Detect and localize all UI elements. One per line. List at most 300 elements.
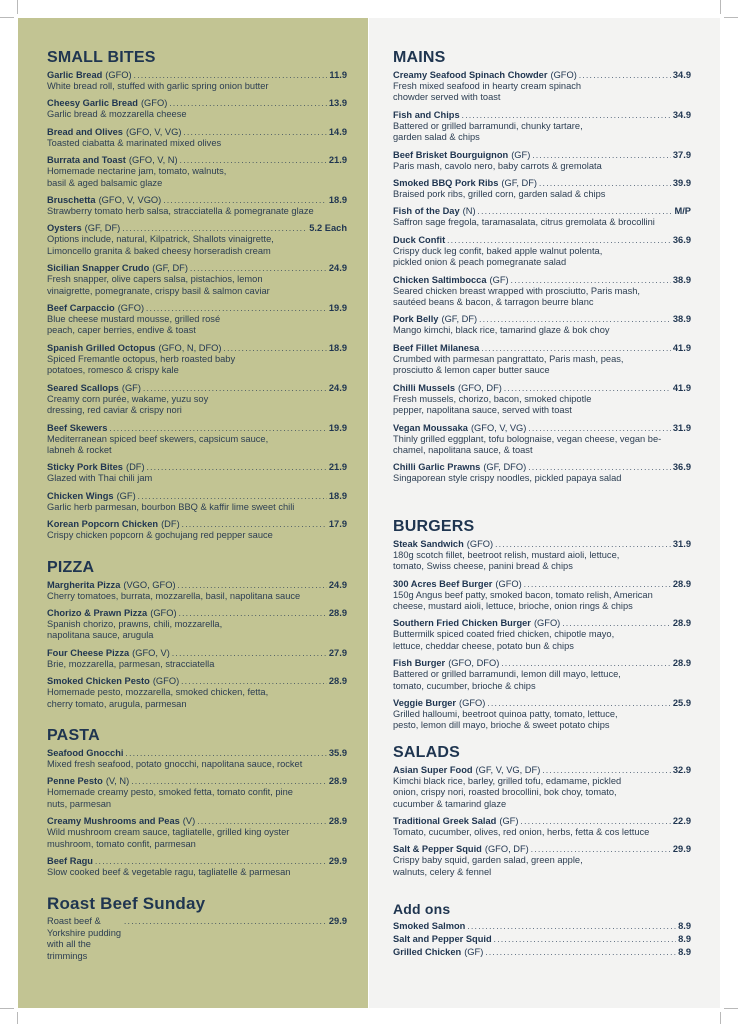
item-dietary-tags: (N) [462, 206, 476, 217]
section-title: Add ons [393, 901, 451, 918]
item-description: Spiced Fremantle octopus, herb roasted baby potatoes, romesco & crispy kale [47, 353, 236, 376]
item-price: 41.9 [672, 342, 691, 353]
item-price: 32.9 [672, 764, 691, 775]
leader-dots [579, 70, 671, 81]
leader-dots [181, 676, 327, 687]
crop-mark [724, 17, 738, 18]
leader-dots [539, 178, 671, 189]
item-name: Beef Fillet Milanesa [393, 342, 480, 353]
menu-item [47, 748, 347, 770]
menu-item-row [47, 580, 347, 591]
item-dietary-tags: (GFO) [495, 578, 522, 589]
leader-dots [178, 580, 327, 591]
item-description: Mixed fresh seafood, potato gnocchi, napolitana sauce, rocket [47, 758, 303, 769]
item-description: Crispy duck leg confit, baked apple walnut polenta, pickled onion & peach pomegranate salad [393, 245, 603, 268]
leader-dots [524, 579, 671, 590]
item-name: Asian Super Food [393, 764, 473, 775]
section-title: SALADS [393, 743, 460, 761]
burgers-section [393, 518, 691, 732]
item-description: Blue cheese mustard mousse, grilled rosé peach, caper berries, endive & toast [47, 314, 221, 336]
menu-item-row [47, 263, 347, 274]
item-description: Options include, natural, Kilpatrick, Shallots vinaigrette, Limoncello granita & baked cheesy horseradish cream [47, 234, 274, 256]
item-price: M/P [674, 206, 691, 217]
item-name: Cheesy Garlic Bread [47, 98, 138, 109]
item-description: Battered or grilled barramundi, lemon dill mayo, lettuce, tomato, cucumber, brioche & chips [393, 669, 621, 691]
menu-item-row [393, 423, 691, 434]
menu-item-row [47, 519, 347, 530]
leader-dots [134, 70, 328, 81]
leader-dots [183, 127, 326, 138]
item-dietary-tags: (GFO) [550, 70, 577, 80]
item-description: Glazed with Thai chili jam [47, 473, 153, 484]
menu-item-row [47, 608, 347, 619]
item-dietary-tags: (GF, DF) [501, 178, 538, 189]
menu-item [393, 934, 691, 945]
crop-mark [720, 1012, 721, 1024]
leader-dots [146, 303, 327, 314]
menu-item [47, 423, 347, 457]
item-name: Creamy Seafood Spinach Chowder [393, 70, 548, 80]
item-dietary-tags: (GFO) [150, 607, 177, 618]
item-description: Garlic bread & mozzarella cheese [47, 109, 187, 120]
item-price: 29.9 [328, 856, 347, 866]
item-name: Sticky Pork Bites [47, 462, 123, 473]
item-price: 24.9 [328, 579, 347, 590]
item-price: 28.9 [328, 816, 347, 827]
menu-item-row [47, 343, 347, 354]
item-price: 18.9 [328, 195, 347, 206]
menu-item [393, 235, 691, 269]
menu-item [47, 816, 347, 850]
item-price: 28.9 [672, 658, 691, 669]
menu-item [393, 947, 691, 958]
leader-dots [520, 816, 670, 827]
leader-dots [542, 765, 671, 776]
item-dietary-tags: (GFO, V) [132, 647, 170, 658]
item-dietary-tags: (GFO, N, DFO) [158, 342, 222, 353]
item-price: 18.9 [328, 490, 347, 501]
section-title: BURGERS [393, 517, 475, 535]
item-description: Crumbed with parmesan pangrattato, Paris mash, peas, prosciutto & lemon caper butter sauce [393, 353, 624, 376]
menu-item [47, 776, 347, 810]
menu-item [47, 519, 347, 541]
leader-dots [182, 519, 327, 530]
item-dietary-tags: (GF) [464, 947, 484, 958]
menu-item [393, 314, 691, 336]
item-description: Wild mushroom cream sauce, tagliatelle, grilled king oyster mushroom, tomato confit, parmesan [47, 827, 290, 849]
item-dietary-tags: (DF) [125, 462, 145, 473]
item-description: 180g scotch fillet, beetroot relish, mustard aioli, lettuce, tomato, Swiss cheese, panini bread & chips [393, 549, 620, 572]
menu-item [47, 303, 347, 337]
item-description: Tomato, cucumber, olives, red onion, herbs, fetta & cos lettuce [393, 827, 650, 837]
roast-section [47, 895, 347, 962]
item-name: Grilled Chicken [393, 947, 462, 958]
menu-item [47, 462, 347, 484]
menu-item [47, 608, 347, 642]
item-description: Mediterranean spiced beef skewers, capsicum sauce, labneh & rocket [47, 433, 269, 455]
leader-dots [481, 343, 671, 354]
menu-item-row [393, 658, 691, 669]
item-dietary-tags: (VGO, GFO) [123, 579, 176, 590]
item-name: Smoked BBQ Pork Ribs [393, 178, 499, 189]
item-name: Sicilian Snapper Crudo [47, 263, 150, 274]
leader-dots [487, 698, 671, 709]
item-name: Vegan Moussaka [393, 422, 468, 433]
crop-mark [17, 1012, 18, 1024]
menu-item-row [393, 275, 691, 286]
menu-item-list [393, 539, 691, 732]
menu-item [47, 491, 347, 513]
crop-mark [0, 17, 14, 18]
menu-item [393, 110, 691, 144]
item-name: Korean Popcorn Chicken [47, 519, 159, 530]
item-price: 38.9 [672, 274, 691, 285]
menu-item-row [47, 676, 347, 687]
leader-dots [467, 921, 676, 932]
menu-item [47, 98, 347, 120]
leader-dots [95, 856, 327, 867]
item-description: Mango kimchi, black rice, tamarind glaze & bok choy [393, 325, 610, 336]
leader-dots [122, 223, 307, 234]
menu-item [47, 263, 347, 297]
item-dietary-tags: (GF, DFO) [483, 462, 527, 473]
menu-item [47, 195, 347, 217]
menu-item-row [393, 314, 691, 325]
right-column [393, 49, 691, 960]
item-description: Homemade pesto, mozzarella, smoked chicken, fetta, cherry tomato, arugula, parmesan [47, 687, 269, 709]
menu-item-row [47, 223, 347, 234]
menu-item-row [47, 462, 347, 473]
item-price: 14.9 [328, 126, 347, 137]
menu-item-row [47, 648, 347, 659]
leader-dots [169, 98, 327, 109]
menu-item [47, 155, 347, 189]
item-name: Margherita Pizza [47, 579, 121, 590]
leader-dots [131, 776, 327, 787]
item-description: Battered or grilled barramundi, chunky tartare, garden salad & chips [393, 120, 583, 143]
item-name: Beef Ragu [47, 856, 93, 866]
leader-dots [172, 648, 327, 659]
item-description: Thinly grilled eggplant, tofu bolognaise, vegan cheese, vegan be- chamel, napolitana sauce, & toast [393, 433, 662, 455]
item-name: Beef Brisket Bourguignon [393, 149, 509, 160]
item-description: Garlic herb parmesan, bourbon BBQ & kaffir lime sweet chili [47, 501, 295, 512]
crop-mark [17, 0, 18, 14]
menu-item [393, 618, 691, 652]
item-description: Creamy corn purée, wakame, yuzu soy dressing, red caviar & crispy nori [47, 393, 209, 416]
item-description: Grilled halloumi, beetroot quinoa patty, tomato, lettuce, pesto, lemon dill mayo, brioche & sweet potato chips [393, 708, 618, 731]
item-price: 18.9 [328, 342, 347, 353]
item-dietary-tags: (GFO) [459, 697, 486, 708]
menu-item [393, 343, 691, 377]
leader-dots [447, 235, 671, 246]
item-price: 28.9 [328, 607, 347, 618]
menu-item [47, 343, 347, 377]
item-description: Buttermilk spiced coated fried chicken, chipotle mayo, lettuce, cheddar cheese, potato bun & chips [393, 629, 615, 651]
leader-dots [528, 423, 671, 434]
item-price: 17.9 [328, 519, 347, 530]
item-description: Homemade creamy pesto, smoked fetta, tomato confit, pine nuts, parmesan [47, 787, 293, 809]
menu-item-row [47, 423, 347, 434]
leader-dots [478, 206, 673, 217]
menu-item-row [393, 343, 691, 354]
menu-item-row [393, 934, 691, 945]
item-price: 37.9 [672, 149, 691, 160]
item-price: 5.2 Each [309, 223, 347, 234]
item-price: 8.9 [678, 934, 691, 945]
item-price: 19.9 [328, 422, 347, 433]
menu-item [393, 844, 691, 878]
item-description: Toasted ciabatta & marinated mixed olives [47, 137, 222, 148]
item-description: Saffron sage fregola, taramasalata, citrus gremolata & brocollini [393, 217, 655, 228]
crop-mark [724, 1008, 738, 1009]
roast-desc: Roast beef & Yorkshire pudding with all the trimmings [47, 916, 122, 961]
item-name: Smoked Salmon [393, 921, 466, 932]
item-description: Crispy chicken popcorn & gochujang red pepper sauce [47, 530, 273, 541]
item-price: 39.9 [672, 178, 691, 189]
item-price: 36.9 [672, 234, 691, 245]
item-price: 22.9 [672, 816, 691, 826]
item-price: 41.9 [672, 382, 691, 393]
item-name: Creamy Mushrooms and Peas [47, 816, 180, 827]
menu-item [393, 70, 691, 104]
item-name: Beef Skewers [47, 422, 108, 433]
menu-item [393, 658, 691, 692]
item-name: Pork Belly [393, 314, 439, 325]
item-price: 28.9 [672, 618, 691, 629]
menu-item [393, 275, 691, 309]
menu-item [47, 70, 347, 92]
item-name: Chilli Garlic Prawns [393, 462, 481, 473]
menu-item-row [47, 70, 347, 81]
item-price: 31.9 [672, 538, 691, 549]
item-name: Fish Burger [393, 658, 446, 669]
item-dietary-tags: (GFO, V, VGO) [98, 195, 162, 206]
section-title: PIZZA [47, 558, 95, 576]
leader-dots [179, 608, 327, 619]
menu-item [47, 223, 347, 257]
item-name: Garlic Bread [47, 70, 103, 80]
item-dietary-tags: (GFO) [533, 618, 561, 629]
item-name: Steak Sandwich [393, 538, 464, 549]
item-dietary-tags: (GFO, V, VG) [125, 126, 182, 137]
item-name: Bread and Olives [47, 126, 123, 137]
leader-dots [494, 934, 676, 945]
item-name: Veggie Burger [393, 697, 457, 708]
menu-item-row [393, 816, 691, 827]
menu-item-row [393, 70, 691, 81]
left-column [47, 49, 347, 962]
leader-dots [224, 343, 327, 354]
menu-item [393, 698, 691, 732]
item-description: Singaporean style crispy noodles, pickled papaya salad [393, 473, 622, 484]
menu-item-row [393, 698, 691, 709]
menu-item-row [47, 776, 347, 787]
item-dietary-tags: (GF) [511, 149, 531, 160]
item-price: 27.9 [328, 647, 347, 658]
crop-mark [0, 1008, 14, 1009]
menu-item-row [393, 765, 691, 776]
addons-section [393, 900, 691, 958]
leader-dots [138, 491, 327, 502]
menu-item [47, 383, 347, 417]
leader-dots [190, 263, 327, 274]
menu-item [393, 178, 691, 200]
leader-dots [124, 916, 327, 927]
item-description: Slow cooked beef & vegetable ragu, tagliatelle & parmesan [47, 867, 291, 877]
menu-item-row [393, 383, 691, 394]
leader-dots [528, 462, 671, 473]
menu-item-row [47, 383, 347, 394]
item-description: Kimchi black rice, barley, grilled tofu, edamame, pickled onion, crispy nori, roasted brocollini, bok choy, tomato, cucumber & tamarind glaze [393, 775, 622, 809]
item-price: 21.9 [328, 155, 347, 166]
item-description: Braised pork ribs, grilled corn, garden salad & chips [393, 189, 606, 200]
item-name: Chicken Wings [47, 490, 114, 501]
item-description: White bread roll, stuffed with garlic spring onion butter [47, 81, 269, 91]
item-price: 24.9 [328, 263, 347, 274]
item-price: 25.9 [672, 697, 691, 708]
menu-item-row [393, 206, 691, 217]
menu-item-row [393, 844, 691, 855]
item-name: Chilli Mussels [393, 382, 455, 393]
item-name: Southern Fried Chicken Burger [393, 618, 531, 629]
pizza-section [47, 559, 347, 710]
leader-dots [109, 423, 326, 434]
item-name: Salt and Pepper Squid [393, 934, 492, 945]
item-price: 34.9 [672, 70, 691, 80]
item-dietary-tags: (GFO, DFO) [448, 658, 500, 669]
item-dietary-tags: (GFO) [140, 98, 168, 109]
item-dietary-tags: (GF, DF) [441, 314, 478, 325]
item-dietary-tags: (GFO) [152, 676, 180, 687]
menu-item-row [47, 491, 347, 502]
roast-price: 29.9 [328, 916, 347, 927]
item-name: Oysters [47, 223, 82, 234]
item-price: 28.9 [328, 676, 347, 687]
menu-item-row [393, 618, 691, 629]
item-price: 11.9 [329, 70, 347, 80]
menu-item-row [393, 579, 691, 590]
menu-item-row [47, 155, 347, 166]
menu-item-row [393, 921, 691, 932]
item-name: 300 Acres Beef Burger [393, 578, 493, 589]
item-description: Seared chicken breast wrapped with prosciutto, Paris mash, sautéed beans & bacon, & tarragon beurre blanc [393, 285, 641, 308]
menu-item-row [47, 127, 347, 138]
leader-dots [562, 618, 671, 629]
item-description: Crispy baby squid, garden salad, green apple, walnuts, celery & fennel [393, 855, 583, 877]
item-price: 31.9 [672, 422, 691, 433]
item-dietary-tags: (GFO) [117, 303, 145, 314]
item-description: Strawberry tomato herb salsa, stracciatella & pomegranate glaze [47, 206, 314, 217]
menu-item [393, 383, 691, 417]
item-name: Chorizo & Prawn Pizza [47, 607, 148, 618]
menu-item-row [47, 98, 347, 109]
leader-dots [485, 947, 676, 958]
menu-item-list [47, 70, 347, 542]
item-dietary-tags: (GF, DF) [84, 223, 121, 234]
item-description: Spanish chorizo, prawns, chili, mozzarella, napolitana sauce, arugula [47, 618, 223, 641]
item-name: Four Cheese Pizza [47, 647, 130, 658]
leader-dots [511, 275, 671, 286]
menu-item-row [47, 303, 347, 314]
item-description: Brie, mozzarella, parmesan, stracciatella [47, 658, 215, 669]
leader-dots [147, 462, 327, 473]
leader-dots [495, 539, 671, 550]
item-price: 28.9 [672, 578, 691, 589]
section-title: PASTA [47, 726, 100, 744]
menu-item [393, 206, 691, 228]
roast-row [47, 916, 347, 962]
item-name: Beef Carpaccio [47, 303, 115, 314]
pasta-section [47, 727, 347, 878]
item-price: 34.9 [672, 109, 691, 120]
menu-item-row [47, 195, 347, 206]
menu-item [393, 921, 691, 932]
item-name: Duck Confit [393, 234, 446, 245]
leader-dots [531, 844, 671, 855]
item-name: Smoked Chicken Pesto [47, 676, 150, 687]
menu-item-list [47, 580, 347, 710]
item-price: 24.9 [328, 382, 347, 393]
item-dietary-tags: (GF, V, VG, DF) [475, 764, 541, 775]
section-title: Roast Beef Sunday [47, 894, 206, 914]
menu-item-row [393, 110, 691, 121]
item-dietary-tags: (GF) [116, 490, 136, 501]
item-price: 21.9 [328, 462, 347, 473]
menu-item [393, 462, 691, 484]
item-price: 13.9 [328, 98, 347, 109]
leader-dots [462, 110, 671, 121]
leader-dots [532, 150, 671, 161]
item-name: Salt & Pepper Squid [393, 844, 482, 855]
section-title: MAINS [393, 49, 446, 66]
item-name: Spanish Grilled Octopus [47, 342, 156, 353]
item-dietary-tags: (GFO, DF) [458, 382, 502, 393]
menu-item-row [393, 462, 691, 473]
item-name: Seafood Gnocchi [47, 747, 124, 758]
item-dietary-tags: (GF) [489, 274, 509, 285]
menu-item [47, 127, 347, 149]
leader-dots [143, 383, 327, 394]
menu-item [47, 580, 347, 602]
menu-item-row [393, 150, 691, 161]
salads-section [393, 744, 691, 878]
item-name: Bruschetta [47, 195, 96, 206]
leader-dots [197, 816, 327, 827]
item-name: Seared Scallops [47, 382, 119, 393]
item-name: Penne Pesto [47, 776, 103, 787]
item-dietary-tags: (GF) [499, 816, 519, 826]
menu-item [47, 648, 347, 670]
menu-item [393, 816, 691, 838]
menu-item [393, 423, 691, 457]
item-dietary-tags: (GF, DF) [152, 263, 188, 274]
item-price: 19.9 [328, 303, 347, 314]
leader-dots [504, 383, 671, 394]
item-dietary-tags: (GFO, V, N) [128, 155, 178, 166]
leader-dots [479, 314, 671, 325]
item-price: 8.9 [678, 921, 691, 932]
addon-list [393, 921, 691, 958]
menu-item-list [393, 765, 691, 878]
item-description: 150g Angus beef patty, smoked bacon, tomato relish, American cheese, mustard aioli, lettuce, brioche, onion rings & chips [393, 589, 653, 611]
menu-item [47, 856, 347, 878]
menu-item [393, 765, 691, 810]
item-name: Fish of the Day [393, 206, 460, 217]
item-description: Fresh snapper, olive capers salsa, pistachios, lemon vinaigrette, pomegranate, crispy basil & salmon caviar [47, 274, 270, 296]
item-price: 29.9 [672, 844, 691, 855]
item-dietary-tags: (GFO) [105, 70, 132, 80]
leader-dots [163, 195, 327, 206]
